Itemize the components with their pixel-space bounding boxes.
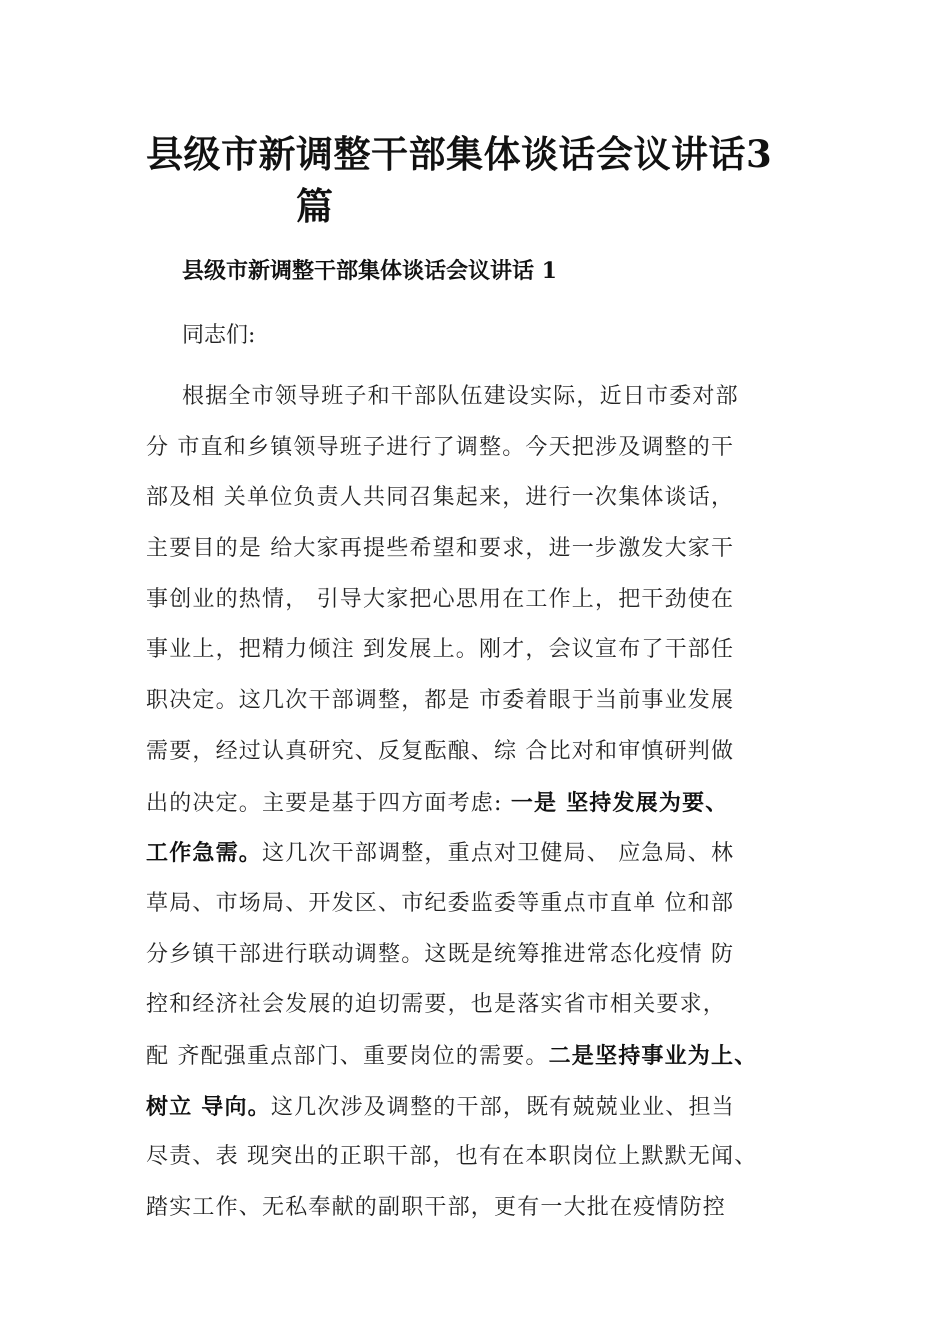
- body-line: [146, 575, 826, 626]
- document-title-line-2: 篇: [296, 184, 334, 228]
- body-line: [146, 473, 826, 524]
- body-text-segment: 配 齐配强重点部门、重要岗位的需要。: [146, 1043, 549, 1069]
- document-title: [146, 128, 806, 232]
- body-text-segment: 分 市直和乡镇领导班子进行了调整。今天把涉及调整的干: [146, 434, 735, 460]
- body-line: [146, 828, 826, 879]
- body-line: [146, 1183, 826, 1234]
- body-text-segment: 控和经济社会发展的迫切需要，也是落实省市相关要求，: [146, 992, 727, 1018]
- salutation: 同志们:: [182, 323, 256, 348]
- body-line: [146, 1031, 826, 1082]
- body-line: [146, 524, 826, 575]
- body-line: [146, 372, 826, 423]
- body-line: [146, 980, 826, 1031]
- body-text-segment: 分乡镇干部进行联动调整。这既是统筹推进常态化疫情 防: [146, 941, 735, 967]
- body-line: [146, 879, 826, 930]
- body-line: [146, 423, 826, 474]
- body-text-segment: 尽责、表 现突出的正职干部，也有在本职岗位上默默无闻、: [146, 1144, 758, 1170]
- body-text-segment: 部及相 关单位负责人共同召集起来，进行一次集体谈话，: [146, 485, 735, 511]
- body-text-segment: 踏实工作、无私奉献的副职干部，更有一大批在疫情防控: [146, 1195, 727, 1220]
- body-text-segment: 事业上，把精力倾注 到发展上。刚才，会议宣布了干部任: [146, 637, 735, 663]
- body-line: [146, 1082, 826, 1133]
- body-line: [146, 1132, 826, 1183]
- body-text-segment: 草局、市场局、开发区、市纪委监委等重点市直单 位和部: [146, 890, 735, 916]
- body-line: [146, 676, 826, 727]
- body-text-segment: 这几次干部调整，重点对卫健局、 应急局、林: [262, 841, 735, 867]
- body-line: [146, 778, 826, 829]
- body-line: [146, 625, 826, 676]
- body-text-segment: 这几次涉及调整的干部，既有兢兢业业、担当: [270, 1094, 735, 1120]
- body-text-segment: 出的决定。主要是基于四方面考虑:: [146, 790, 511, 816]
- emphasis-text: 一是 坚持发展为要、: [510, 789, 729, 816]
- body-text-segment: 事创业的热情， 引导大家把心思用在工作上，把干劲使在: [146, 586, 735, 612]
- section-heading: 县级市新调整干部集体谈话会议讲话 1: [182, 258, 557, 284]
- emphasis-text: 工作急需。: [146, 840, 263, 867]
- body-text-segment: 主要目的是 给大家再提些希望和要求，进一步激发大家干: [146, 536, 735, 562]
- body-text-segment: 职决定。这几次干部调整，都是 市委着眼于当前事业发展: [146, 688, 735, 714]
- body-line: [146, 727, 826, 778]
- body-paragraph: [146, 372, 826, 1234]
- emphasis-text: 树立 导向。: [146, 1093, 271, 1120]
- body-text-segment: 需要，经过认真研究、反复酝酿、综 合比对和审慎研判做: [146, 738, 735, 764]
- body-text-segment: 根据全市领导班子和干部队伍建设实际，近日市委对部: [182, 384, 739, 409]
- document-title-line-1: 县级市新调整干部集体谈话会议讲话3: [146, 132, 773, 176]
- emphasis-text: 二是坚持事业为上、: [548, 1042, 758, 1069]
- body-line: [146, 930, 826, 981]
